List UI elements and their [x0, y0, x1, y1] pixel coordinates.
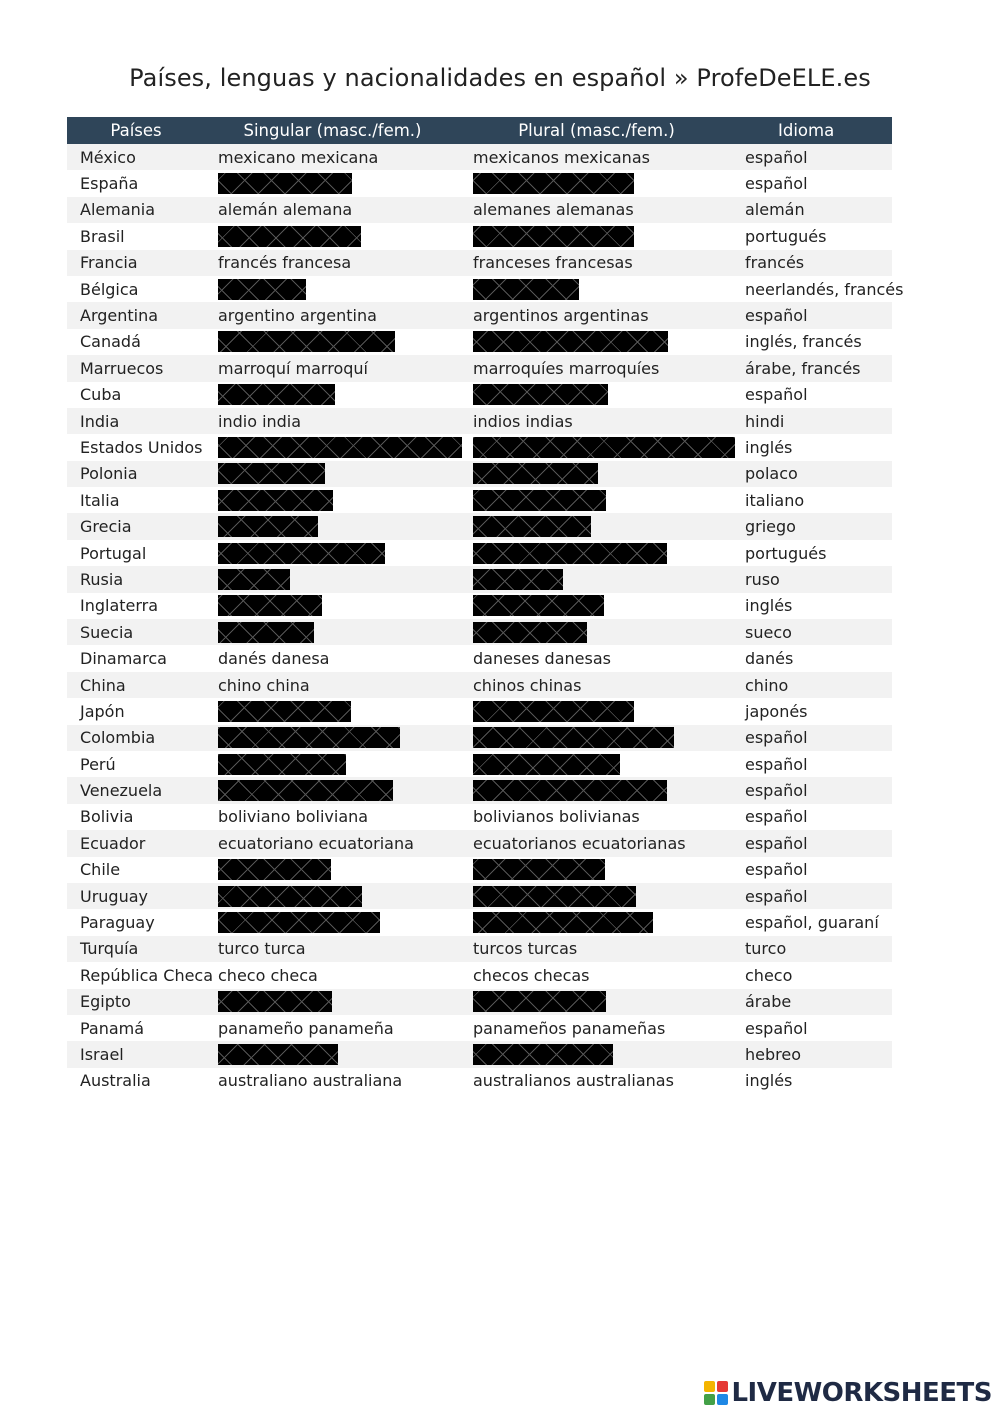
table-row [67, 487, 892, 513]
singular-cell [205, 751, 460, 777]
logo-text: LIVEWORKSHEETS [731, 1378, 992, 1408]
plural-cell [460, 857, 733, 883]
singular-answer-field[interactable] [218, 543, 385, 564]
table-row [67, 751, 892, 777]
plural-answer-field[interactable] [473, 622, 587, 643]
country-cell: India [80, 411, 120, 431]
singular-cell [205, 725, 460, 751]
country-cell: Cuba [80, 385, 122, 405]
logo-square [704, 1394, 715, 1405]
singular-cell [205, 487, 460, 513]
plural-answer-field[interactable] [473, 754, 620, 775]
header-singular: Singular (masc./fem.) [243, 121, 422, 140]
singular-answer-field[interactable] [218, 384, 335, 405]
plural-cell: chinos chinas [473, 675, 582, 695]
plural-cell [460, 566, 733, 592]
language-cell: neerlandés, francés [745, 279, 904, 299]
country-cell: Uruguay [80, 886, 148, 906]
singular-cell [205, 329, 460, 355]
country-cell: Francia [80, 253, 138, 273]
plural-cell: daneses danesas [473, 649, 611, 669]
singular-cell [205, 883, 460, 909]
plural-cell: indios indias [473, 411, 573, 431]
singular-answer-field[interactable] [218, 754, 346, 775]
language-cell: ruso [745, 569, 780, 589]
table-row [67, 250, 892, 276]
language-cell: inglés [745, 596, 793, 616]
language-cell: inglés, francés [745, 332, 862, 352]
plural-cell: bolivianos bolivianas [473, 807, 640, 827]
singular-answer-field[interactable] [218, 331, 395, 352]
plural-answer-field[interactable] [473, 912, 653, 933]
language-cell: hebreo [745, 1044, 801, 1064]
table-row [67, 672, 892, 698]
singular-answer-field[interactable] [218, 226, 361, 247]
plural-answer-field[interactable] [473, 173, 634, 194]
plural-cell: panameños panameñas [473, 1018, 666, 1038]
singular-answer-field[interactable] [218, 701, 351, 722]
language-cell: portugués [745, 543, 827, 563]
country-cell: Inglaterra [80, 596, 159, 616]
country-cell: Canadá [80, 332, 141, 352]
plural-cell [460, 725, 733, 751]
country-cell: Paraguay [80, 913, 155, 933]
country-cell: Suecia [80, 622, 134, 642]
plural-cell [460, 382, 733, 408]
plural-answer-field[interactable] [473, 991, 606, 1012]
table-row [67, 540, 892, 566]
logo-square [704, 1381, 715, 1392]
logo-mark-icon [704, 1381, 728, 1405]
language-cell: checo [745, 965, 793, 985]
singular-cell [205, 513, 460, 539]
table-row [67, 645, 892, 671]
country-cell: Perú [80, 754, 116, 774]
plural-cell [460, 1041, 733, 1067]
table-row [67, 857, 892, 883]
plural-answer-field[interactable] [473, 279, 579, 300]
plural-answer-field[interactable] [473, 886, 636, 907]
table-row [67, 434, 892, 460]
country-cell: Israel [80, 1044, 124, 1064]
singular-answer-field[interactable] [218, 991, 332, 1012]
country-cell: Marruecos [80, 358, 164, 378]
country-cell: Bélgica [80, 279, 139, 299]
singular-answer-field[interactable] [218, 912, 380, 933]
language-cell: español [745, 147, 808, 167]
table-row [67, 962, 892, 988]
plural-answer-field[interactable] [473, 1044, 613, 1065]
plural-cell [460, 170, 733, 196]
plural-answer-field[interactable] [473, 384, 608, 405]
singular-cell [205, 382, 460, 408]
plural-answer-field[interactable] [473, 516, 591, 537]
plural-answer-field[interactable] [473, 463, 598, 484]
table-row [67, 382, 892, 408]
table-row [67, 619, 892, 645]
language-cell: español [745, 306, 808, 326]
singular-answer-field[interactable] [218, 780, 393, 801]
singular-cell: mexicano mexicana [218, 147, 379, 167]
singular-answer-field[interactable] [218, 886, 362, 907]
language-cell: español [745, 807, 808, 827]
singular-cell: argentino argentina [218, 306, 377, 326]
singular-answer-field[interactable] [218, 490, 333, 511]
language-cell: francés [745, 253, 805, 273]
table-row [67, 513, 892, 539]
country-cell: España [80, 174, 139, 194]
singular-cell [205, 276, 460, 302]
plural-cell [460, 434, 733, 460]
table-row [67, 989, 892, 1015]
country-cell: Polonia [80, 464, 138, 484]
plural-cell [460, 989, 733, 1015]
country-cell: China [80, 675, 126, 695]
country-cell: Grecia [80, 517, 132, 537]
language-cell: español [745, 833, 808, 853]
plural-cell [460, 751, 733, 777]
plural-cell [460, 883, 733, 909]
table-row [67, 1041, 892, 1067]
plural-cell [460, 329, 733, 355]
plural-cell [460, 909, 733, 935]
singular-cell [205, 540, 460, 566]
singular-cell [205, 777, 460, 803]
plural-cell: australianos australianas [473, 1071, 674, 1091]
table-row [67, 909, 892, 935]
plural-cell [460, 276, 733, 302]
country-cell: Colombia [80, 728, 156, 748]
singular-cell: checo checa [218, 965, 318, 985]
singular-cell: indio india [218, 411, 302, 431]
plural-cell: alemanes alemanas [473, 200, 634, 220]
logo-square [717, 1381, 728, 1392]
singular-answer-field[interactable] [218, 622, 314, 643]
singular-cell [205, 593, 460, 619]
singular-cell: francés francesa [218, 253, 352, 273]
language-cell: inglés [745, 437, 793, 457]
country-cell: Brasil [80, 226, 125, 246]
language-cell: chino [745, 675, 789, 695]
table-row [67, 883, 892, 909]
language-cell: sueco [745, 622, 792, 642]
language-cell: portugués [745, 226, 827, 246]
table-row [67, 170, 892, 196]
plural-cell: ecuatorianos ecuatorianas [473, 833, 686, 853]
table-row [67, 566, 892, 592]
table-row [67, 1068, 892, 1094]
singular-answer-field[interactable] [218, 859, 331, 880]
language-cell: japonés [745, 701, 808, 721]
country-cell: República Checa [80, 965, 214, 985]
language-cell: español [745, 385, 808, 405]
singular-cell [205, 619, 460, 645]
singular-answer-field[interactable] [218, 463, 325, 484]
country-cell: Bolivia [80, 807, 134, 827]
table-row [67, 830, 892, 856]
singular-answer-field[interactable] [218, 173, 352, 194]
table-row [67, 1015, 892, 1041]
singular-cell: danés danesa [218, 649, 330, 669]
plural-cell: franceses francesas [473, 253, 633, 273]
singular-answer-field[interactable] [218, 279, 306, 300]
language-cell: inglés [745, 1071, 793, 1091]
country-cell: México [80, 147, 136, 167]
country-cell: Estados Unidos [80, 437, 203, 457]
plural-cell: turcos turcas [473, 939, 578, 959]
singular-cell: turco turca [218, 939, 306, 959]
plural-cell [460, 698, 733, 724]
plural-answer-field[interactable] [473, 490, 606, 511]
plural-answer-field[interactable] [473, 701, 634, 722]
table-row [67, 593, 892, 619]
logo-square [717, 1394, 728, 1405]
country-cell: Rusia [80, 569, 124, 589]
table-row [67, 302, 892, 328]
table-row [67, 698, 892, 724]
plural-cell: mexicanos mexicanas [473, 147, 650, 167]
language-cell: español [745, 728, 808, 748]
language-cell: hindi [745, 411, 785, 431]
language-cell: danés [745, 649, 794, 669]
singular-answer-field[interactable] [218, 1044, 338, 1065]
table-row [67, 329, 892, 355]
header-idioma: Idioma [778, 121, 835, 140]
plural-cell [460, 777, 733, 803]
plural-answer-field[interactable] [473, 331, 668, 352]
singular-answer-field[interactable] [218, 569, 290, 590]
singular-cell: panameño panameña [218, 1018, 394, 1038]
table-header-row [67, 117, 892, 144]
singular-cell [205, 1041, 460, 1067]
plural-answer-field[interactable] [473, 859, 605, 880]
vocabulary-table [67, 117, 904, 1094]
country-cell: Italia [80, 490, 120, 510]
singular-cell: ecuatoriano ecuatoriana [218, 833, 414, 853]
plural-cell: marroquíes marroquíes [473, 358, 660, 378]
table-row [67, 408, 892, 434]
table-row [67, 355, 892, 381]
language-cell: español [745, 860, 808, 880]
plural-cell [460, 513, 733, 539]
singular-answer-field[interactable] [218, 516, 318, 537]
singular-cell: alemán alemana [218, 200, 353, 220]
country-cell: Argentina [80, 306, 159, 326]
table-row [67, 197, 892, 223]
plural-answer-field[interactable] [473, 543, 667, 564]
page-title: Países, lenguas y nacionalidades en español » ProfeDeELE.es [129, 64, 871, 92]
header-plural: Plural (masc./fem.) [518, 121, 675, 140]
singular-cell [205, 461, 460, 487]
table-row [67, 725, 892, 751]
table-row [67, 804, 892, 830]
plural-answer-field[interactable] [473, 569, 563, 590]
plural-cell [460, 487, 733, 513]
table-row [67, 144, 892, 170]
table-row [67, 936, 892, 962]
language-cell: árabe [745, 992, 792, 1012]
singular-cell: boliviano boliviana [218, 807, 369, 827]
language-cell: alemán [745, 200, 805, 220]
singular-cell [205, 223, 460, 249]
language-cell: español [745, 781, 808, 801]
liveworksheets-logo [704, 1378, 992, 1408]
singular-answer-field[interactable] [218, 727, 400, 748]
language-cell: español, guaraní [745, 913, 879, 933]
country-cell: Alemania [80, 200, 156, 220]
plural-cell [460, 461, 733, 487]
language-cell: español [745, 174, 808, 194]
plural-answer-field[interactable] [473, 780, 667, 801]
singular-answer-field[interactable] [218, 437, 462, 458]
language-cell: polaco [745, 464, 798, 484]
language-cell: griego [745, 517, 796, 537]
country-cell: Australia [80, 1071, 151, 1091]
singular-cell [205, 909, 460, 935]
table-row [67, 276, 892, 302]
language-cell: árabe, francés [745, 358, 861, 378]
singular-cell: australiano australiana [218, 1071, 403, 1091]
plural-cell [460, 223, 733, 249]
country-cell: Turquía [80, 939, 139, 959]
country-cell: Japón [80, 701, 125, 721]
singular-cell [205, 566, 460, 592]
country-cell: Portugal [80, 543, 147, 563]
plural-cell: argentinos argentinas [473, 306, 649, 326]
plural-answer-field[interactable] [473, 727, 674, 748]
language-cell: turco [745, 939, 787, 959]
singular-cell: chino china [218, 675, 310, 695]
header-paises: Países [110, 121, 162, 140]
country-cell: Dinamarca [80, 649, 167, 669]
language-cell: italiano [745, 490, 805, 510]
country-cell: Egipto [80, 992, 131, 1012]
plural-answer-field[interactable] [473, 437, 735, 458]
country-cell: Chile [80, 860, 121, 880]
table-row [67, 777, 892, 803]
plural-cell [460, 540, 733, 566]
singular-answer-field[interactable] [218, 595, 322, 616]
plural-answer-field[interactable] [473, 595, 604, 616]
table-row [67, 461, 892, 487]
plural-cell [460, 593, 733, 619]
language-cell: español [745, 754, 808, 774]
singular-cell [205, 989, 460, 1015]
country-cell: Panamá [80, 1018, 145, 1038]
singular-cell [205, 434, 460, 460]
singular-cell [205, 170, 460, 196]
singular-cell: marroquí marroquí [218, 358, 368, 378]
table-row [67, 223, 892, 249]
language-cell: español [745, 1018, 808, 1038]
plural-cell: checos checas [473, 965, 590, 985]
country-cell: Venezuela [80, 781, 163, 801]
plural-cell [460, 619, 733, 645]
singular-cell [205, 857, 460, 883]
singular-cell [205, 698, 460, 724]
plural-answer-field[interactable] [473, 226, 634, 247]
country-cell: Ecuador [80, 833, 146, 853]
language-cell: español [745, 886, 808, 906]
